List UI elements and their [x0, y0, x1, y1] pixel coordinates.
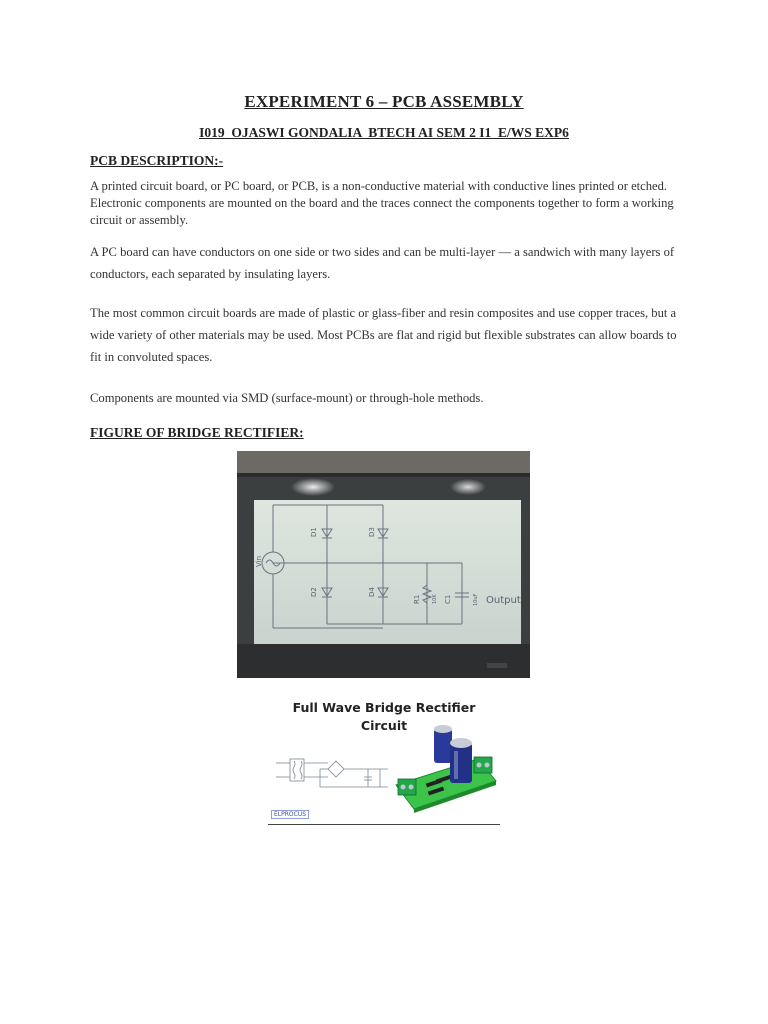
pcb-description-heading: PCB DESCRIPTION:-: [90, 153, 224, 168]
label-d4: D4: [368, 587, 376, 597]
label-d1: D1: [310, 527, 318, 537]
document-subtitle: I019 OJASWI GONDALIA BTECH AI SEM 2 I1 E/WS EXP6: [199, 125, 569, 140]
paragraph-4: Components are mounted via SMD (surface-mount) or through-hole methods.: [90, 391, 484, 405]
label-d3: D3: [368, 527, 376, 537]
label-c1: C1: [444, 594, 452, 604]
paragraph-3: The most common circuit boards are made of plastic or glass-fiber and resin composites and use copper traces, but a wide variety of other materials may be used. Most PCBs are flat and rigid but flexible substrates can allow boards to fit in convoluted spaces.: [90, 306, 677, 364]
label-r1: R1: [413, 594, 421, 604]
circuit-illustration: [268, 697, 500, 825]
rectifier-circuit-figure: [268, 697, 500, 825]
document-title: EXPERIMENT 6 – PCB ASSEMBLY: [244, 92, 524, 111]
figure-caption-line1: Full Wave Bridge Rectifier: [292, 700, 476, 715]
label-c1-value: 10uF: [473, 593, 479, 606]
figure-caption-line2: Circuit: [360, 718, 408, 733]
brand-logo: ELPROCUS: [271, 810, 309, 819]
label-vin: Vin: [255, 555, 263, 567]
paragraph-1: A printed circuit board, or PC board, or PCB, is a non-conductive material with conductive lines printed or etched. Electronic components are mounted on the board and the traces connect the components together to form a working circuit or assembly.: [90, 179, 674, 227]
bridge-rectifier-heading: FIGURE OF BRIDGE RECTIFIER:: [90, 425, 304, 440]
bridge-rectifier-photo: [237, 451, 530, 678]
label-output: Output: [486, 595, 521, 606]
label-r1-value: 10K: [432, 594, 438, 604]
label-d2: D2: [310, 587, 318, 597]
figure-divider: [268, 824, 500, 825]
paragraph-2: A PC board can have conductors on one side or two sides and can be multi-layer — a sandwich with many layers of conductors, each separated by insulating layers.: [90, 245, 675, 281]
